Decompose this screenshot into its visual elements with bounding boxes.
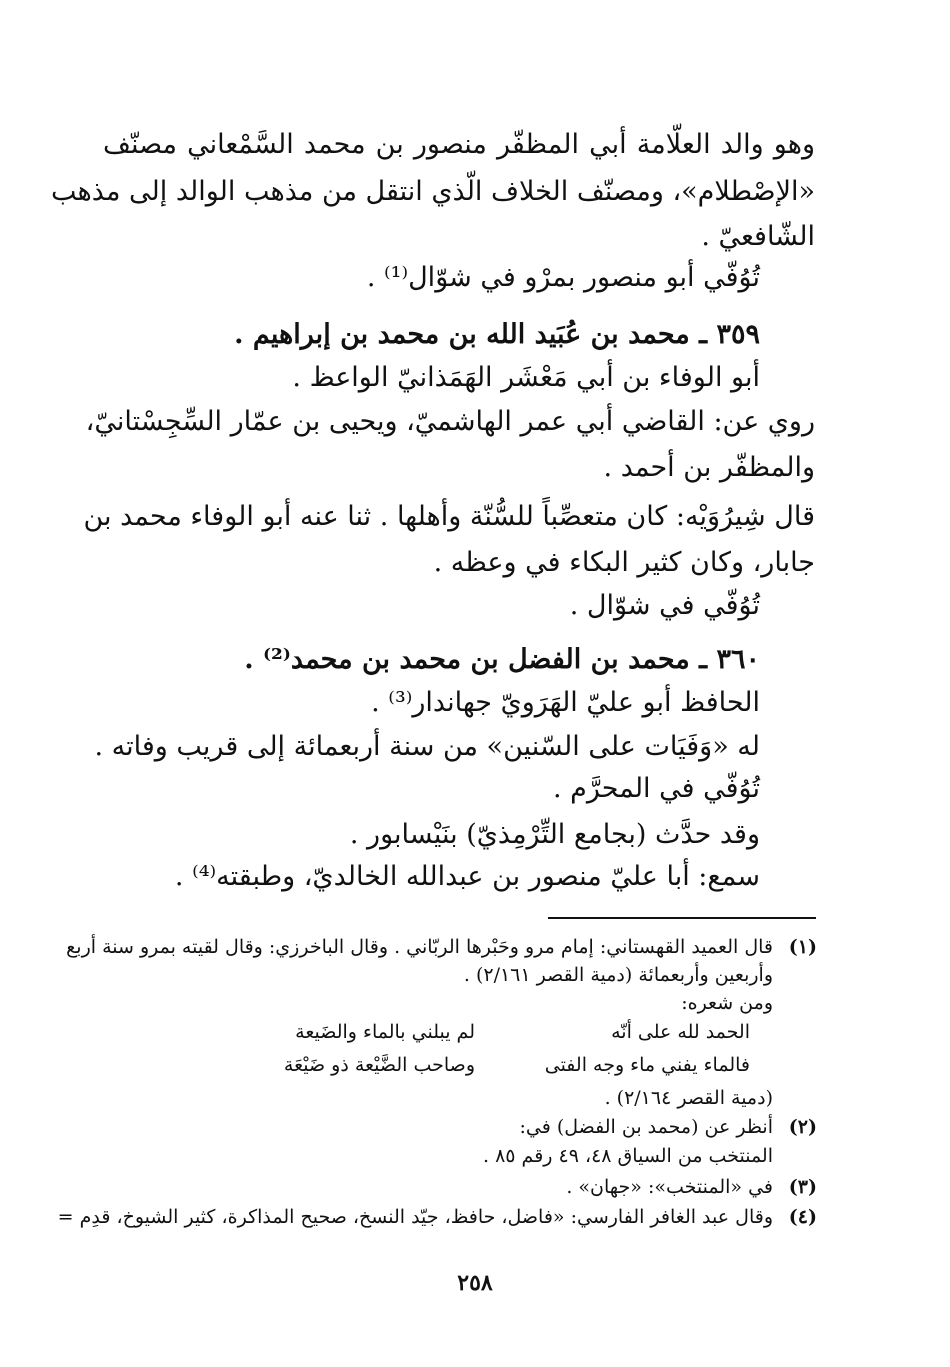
page-number: ٢٥٨	[457, 1270, 493, 1296]
footnote-3-line-1	[566, 1177, 817, 1198]
footnote-2-line-2: المنتخب من السياق ٤٨، ٤٩ رقم ٨٥ .	[483, 1145, 773, 1167]
body-line-16: وقد حدَّث (بجامع التِّرْمِذيّ) بنَيْسابور .	[349, 819, 760, 850]
footnote-separator	[548, 917, 816, 919]
body-line-7: روي عن: القاضي أبي عمر الهاشميّ، ويحيى بن عمّار السِّجِسْتانيّ،	[85, 406, 815, 437]
footnote-4-number: (٤)	[788, 1206, 817, 1228]
entry-heading-360: ٣٦٠ ـ محمد بن الفضل بن محمد بن محمد⁽²⁾ .	[244, 644, 760, 675]
footnote-4-line-1	[58, 1207, 817, 1228]
verse-1-first-hemistich: الحمد لله على أنّه	[611, 1021, 750, 1043]
body-line-9: قال شِيرُوَيْه: كان متعصِّباً للسُّنّة وأهلها . ثنا عنه أبو الوفاء محمد بن	[83, 501, 815, 532]
footnote-1-line-3: ومن شعره:	[681, 992, 773, 1014]
verse-2-first-hemistich: فالماء يفني ماء وجه الفتى	[544, 1054, 750, 1076]
verse-1-second-hemistich: لم يبلني بالماء والضَيعة	[295, 1021, 475, 1043]
body-line-13: الحافظ أبو عليّ الهَرَويّ جهاندار⁽³⁾ .	[371, 687, 760, 718]
footnote-1-number: (١)	[788, 936, 817, 958]
footnote-4-text: وقال عبد الغافر الفارسي: «فاضل، حافظ، جيّد النسخ، صحيح المذاكرة، كثير الشيوخ، قدِم =	[57, 1206, 773, 1228]
body-line-2: «الإصْطلام»، ومصنّف الخلاف الّذي انتقل من مذهب الوالد إلى مذهب	[51, 176, 815, 207]
body-line-10: جابار، وكان كثير البكاء في وعظه .	[433, 547, 815, 578]
body-line-3: الشّافعيّ .	[701, 221, 815, 252]
entry-heading-359: ٣٥٩ ـ محمد بن عُبَيد الله بن محمد بن إبراهيم .	[234, 319, 760, 350]
body-line-1: وهو والد العلّامة أبي المظفّر منصور بن محمد السَّمْعاني مصنّف	[103, 129, 815, 160]
footnote-3-number: (٣)	[788, 1176, 817, 1198]
body-line-17: سمع: أبا عليّ منصور بن عبدالله الخالديّ، وطبقته⁽⁴⁾ .	[174, 861, 760, 892]
body-line-4: تُوُفّي أبو منصور بمرْو في شوّال⁽¹⁾ .	[366, 262, 760, 293]
footnote-1-line-2: وأربعين وأربعمائة (دمية القصر ٢/١٦١) .	[463, 964, 773, 986]
footnote-2-text: أنظر عن (محمد بن الفضل) في:	[519, 1116, 773, 1138]
body-line-6: أبو الوفاء بن أبي مَعْشَر الهَمَذانيّ الواعظ .	[292, 362, 760, 393]
body-line-15: تُوُفّي في المحرَّم .	[553, 773, 760, 804]
footnote-2-line-1	[520, 1117, 817, 1138]
body-line-14: له «وَفَيَات على السّنين» من سنة أربعمائة إلى قريب وفاته .	[94, 731, 760, 762]
footnote-1-text: قال العميد القهستاني: إمام مرو وحَبْرها الربّاني . وقال الباخرزي: وقال لقيته بمرو سنة أربع	[66, 936, 773, 958]
verse-2-second-hemistich: وصاحب الضَّيْعة ذو ضَيْعَة	[283, 1054, 475, 1076]
footnote-3-text: في «المنتخب»: «جهان» .	[566, 1176, 773, 1198]
body-line-11: تُوُفّي في شوّال .	[569, 590, 760, 621]
body-line-8: والمظفّر بن أحمد .	[603, 452, 815, 483]
footnote-1-line-4: (دمية القصر ٢/١٦٤) .	[604, 1087, 773, 1109]
footnote-2-number: (٢)	[788, 1116, 817, 1138]
footnote-1-line-1	[66, 937, 817, 958]
